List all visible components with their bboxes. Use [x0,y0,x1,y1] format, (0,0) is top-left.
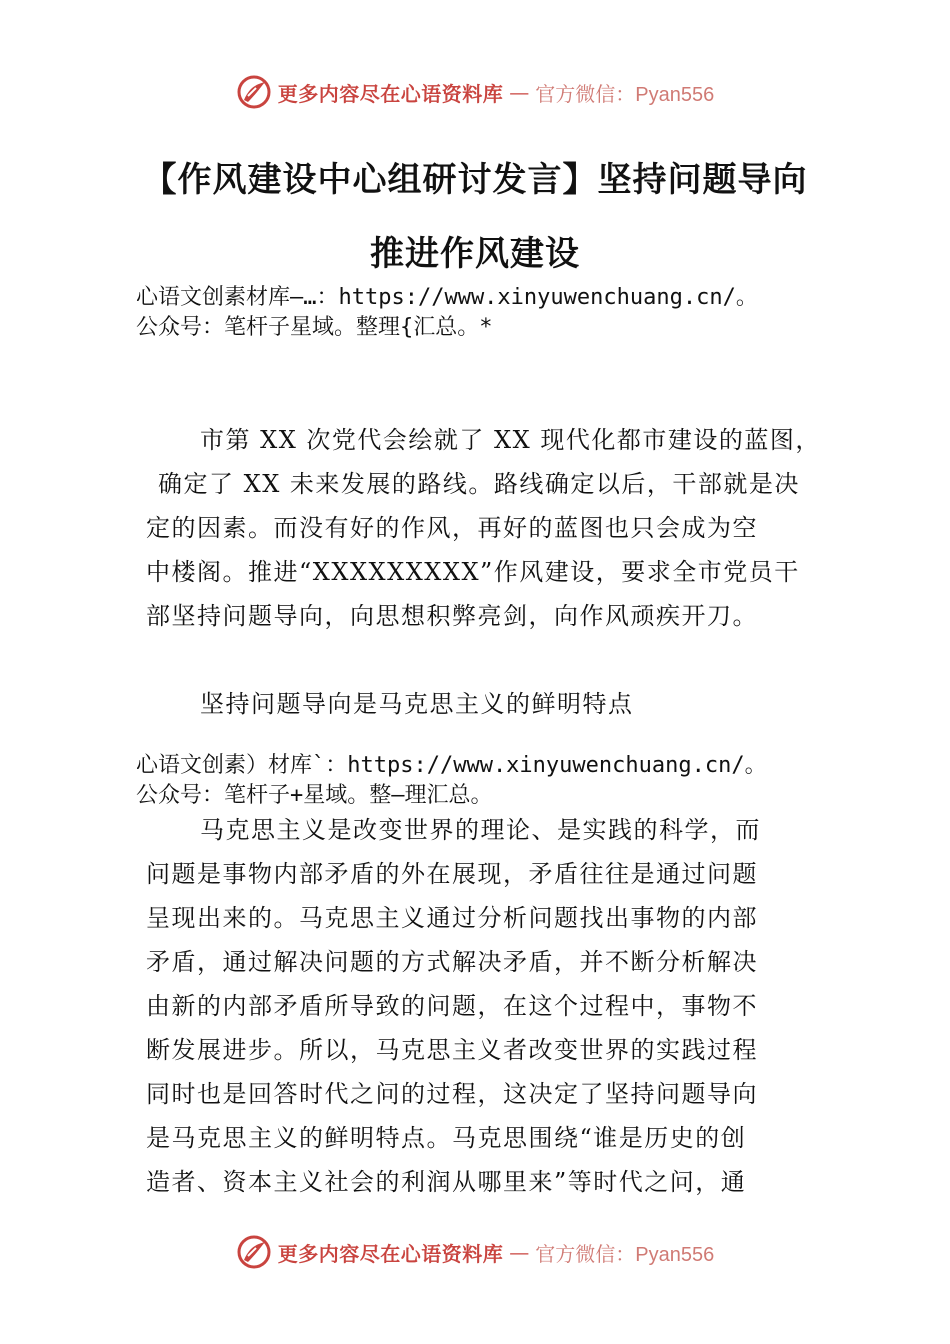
banner-separator: — [509,1240,530,1264]
banner-text: 更多内容尽在心语资料库 [277,1241,504,1266]
paragraph-line: 呈现出来的。马克思主义通过分析问题找出事物的内部 [146,904,758,932]
meta-line: 公众号：笔杆子+星域。整—理汇总。 [136,783,493,808]
brand-logo-icon [236,74,272,110]
paragraph-line: 矛盾，通过解决问题的方式解决矛盾，并不断分析解决 [146,948,758,976]
paragraph-line: 造者、资本主义社会的利润从哪里来”等时代之问，通 [146,1168,747,1196]
paragraph-line: 同时也是回答时代之问的过程，这决定了坚持问题导向 [146,1080,758,1108]
meta-line: 公众号：笔杆子星域。整理{汇总。* [136,315,493,340]
paragraph-line: 确定了 XX 未来发展的路线。路线确定以后，干部就是决 [158,470,800,498]
meta-line: 心语文创素）材库`：https://www.xinyuwenchuang.cn/。 [136,753,767,778]
section-heading: 坚持问题导向是马克思主义的鲜明特点 [200,690,634,718]
banner-text: 更多内容尽在心语资料库 [277,81,504,106]
paragraph-line: 市第 XX 次党代会绘就了 XX 现代化都市建设的蓝图， [200,426,821,454]
paragraph-line: 部坚持问题导向，向思想积弊亮剑，向作风顽疾开刀。 [146,602,758,630]
footer-banner [0,1232,950,1272]
paragraph-line: 问题是事物内部矛盾的外在展现，矛盾往往是通过问题 [146,860,758,888]
header-banner [0,72,950,112]
paragraph-line: 断发展进步。所以，马克思主义者改变世界的实践过程 [146,1036,758,1064]
doc-title-line-2: 推进作风建设 [370,234,580,274]
paragraph-line: 是马克思主义的鲜明特点。马克思围绕“谁是历史的创 [146,1124,747,1152]
banner-separator: — [509,80,530,104]
paragraph-line: 中楼阁。推进“XXXXXXXXX”作风建设，要求全市党员干 [146,558,800,586]
banner-wechat: 官方微信：Pyan556 [535,83,715,106]
brand-logo-icon [236,1234,272,1270]
meta-line: 心语文创素材库—…：https://www.xinyuwenchuang.cn/。 [136,285,758,310]
paragraph-line: 马克思主义是改变世界的理论、是实践的科学，而 [200,816,761,844]
paragraph-line: 由新的内部矛盾所导致的问题，在这个过程中，事物不 [146,992,758,1020]
doc-title-line-1: 【作风建设中心组研讨发言】坚持问题导向 [142,160,808,200]
banner-wechat: 官方微信：Pyan556 [535,1243,715,1266]
paragraph-line: 定的因素。而没有好的作风，再好的蓝图也只会成为空 [146,514,758,542]
